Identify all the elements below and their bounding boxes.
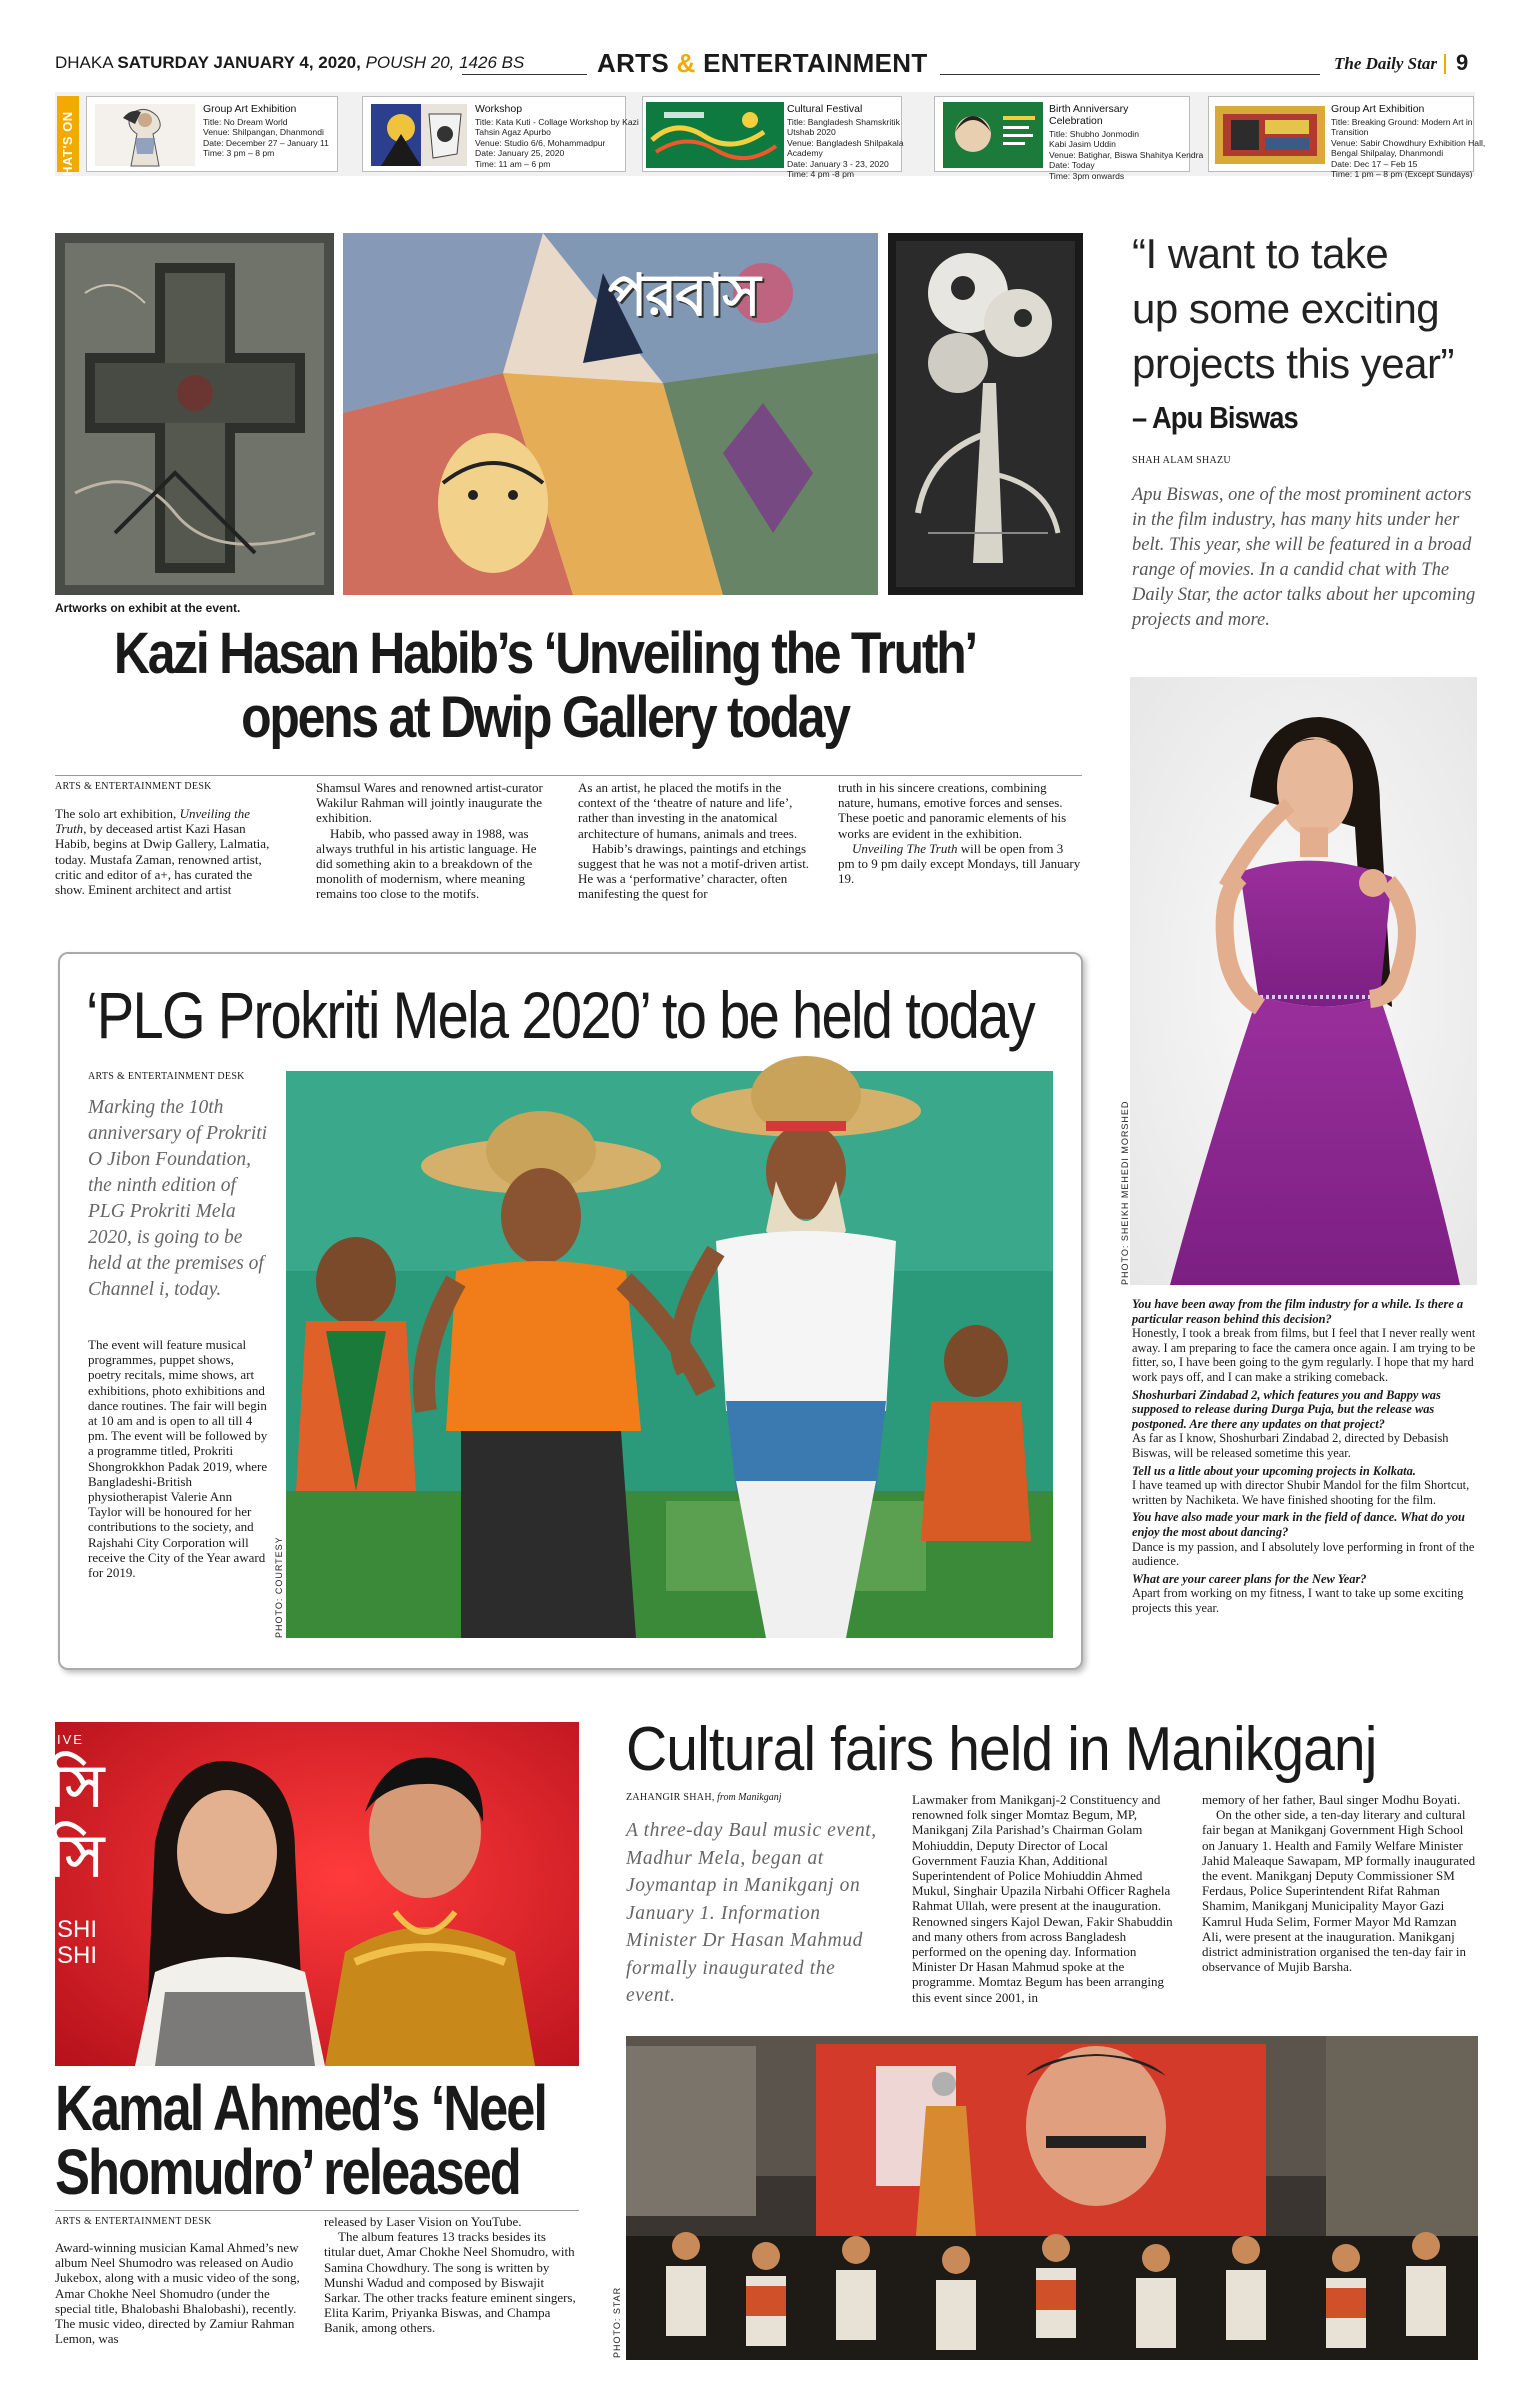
manikganj-intro: A three-day Baul music event, Madhur Mela, began at Joymantap in Manikganj on January 1. Information Minister Dr Hasan Mahmud formally inaugurated the event. (626, 1820, 877, 2006)
whats-on-line: Venue: Studio 6/6, Mohammadpur (475, 137, 606, 148)
apu-photo-credit: PHOTO: SHEIKH MEHEDI MORSHED (1120, 1100, 1130, 1285)
whats-on-label-text: WHAT'S ON (60, 111, 75, 189)
habib-headline (0, 622, 1090, 750)
habib-col-4-title: Unveiling The Truth (852, 840, 958, 856)
whats-on-line: Date: Today (1049, 160, 1095, 171)
artwork-cross (55, 233, 334, 595)
whats-on-label (57, 96, 79, 189)
section-title-ent: ENTERTAINMENT (703, 48, 928, 78)
apu-quote-line-1: “I want to take (1132, 230, 1389, 277)
dateline-bangla: POUSH 20, 1426 BS (365, 53, 525, 72)
artwork-caption: Artworks on exhibit at the event. (55, 601, 241, 615)
habib-desk-rule (55, 775, 1082, 776)
poster-live-text: IVE (57, 1732, 84, 1747)
whats-on-title: Group Art Exhibition (1331, 103, 1425, 115)
kamal-headline-line-1: Kamal Ahmed’s ‘Neel (55, 2072, 546, 2144)
habib-col-3 (578, 780, 818, 902)
habib-headline-line-2: opens at Dwip Gallery today (241, 685, 849, 750)
kamal-col-2-para-2: The album features 13 tracks besides its titular duet, Amar Chokhe Neel Shomudro, with Samina Chowdhury. The song is written by Munshi Wadud and composed by Biswajit Sarkar. The other tracks feature eminent singers, Elita Karim, Priyanka Biswas, and Champa Banik, among others. (324, 2229, 576, 2336)
section-title (597, 48, 928, 79)
manikganj-headline: Cultural fairs held in Manikganj (626, 1715, 1377, 1784)
apu-photo (1130, 677, 1477, 1285)
habib-headline-line-1: Kazi Hasan Habib’s ‘Unveiling the Truth’ (113, 621, 977, 686)
kamal-headline-line-2: Shomudro’ released (55, 2136, 520, 2208)
section-title-arts: ARTS (597, 48, 669, 78)
dateline (55, 53, 524, 73)
apu-quote (1132, 226, 1477, 391)
qa-answer-1: Honestly, I took a break from films, but I feel that I never really went away. I am preparing to face the camera once again. I am trying to be fitter, so, I have been going to the gym regularly. I hope that my hard work pays off, and I can make a striking comeback. (1132, 1326, 1476, 1384)
whats-on-line: Title: Bangladesh Shamskritik (787, 117, 900, 127)
dateline-city: DHAKA (55, 53, 113, 72)
plg-photo-credit: PHOTO: COURTESY (274, 1536, 284, 1638)
plg-headline: ‘PLG Prokriti Mela 2020’ to be held today (86, 978, 1034, 1052)
habib-col-1 (55, 806, 283, 897)
whats-on-item-5[interactable] (1208, 96, 1486, 180)
poster-name-1: SHI (57, 1916, 98, 1943)
habib-col-1-title: Unveiling the Truth (55, 806, 250, 837)
whats-on-line: Title: Breaking Ground: Modern Art in (1331, 117, 1473, 127)
habib-col-4 (838, 780, 1082, 886)
apu-qa (1132, 1297, 1480, 1615)
whats-on-line: Bengal Shilpalay, Dhanmondi (1331, 148, 1444, 159)
whats-on-line: Venue: Sabir Chowdhury Exhibition Hall, (1331, 137, 1486, 148)
whats-on-title: Group Art Exhibition (203, 103, 297, 115)
qa-answer-2: As far as I know, Shoshurbari Zindabad 2, directed by Debasish Biswas, will be released sometime this year. (1132, 1431, 1449, 1460)
habib-col-1-para (55, 806, 283, 897)
whats-on-line: Time: 11 am – 6 pm (475, 158, 551, 169)
plg-body-para: The event will feature musical programmes, puppet shows, poetry recitals, mime shows, art exhibitions, photo exhibitions and dance routines. The fair will begin at 10 am and is open to all till 4 pm. The event will be followed by a programme titled, Prokriti Shongrokkhon Padak 2019, where Bangladeshi-British physiotherapist Valerie Ann Taylor will be honoured for her contributions to the society, and Rajshahi City Corporation will receive the City of the Year award for 2019. (88, 1337, 268, 1581)
manikganj-byline-name: ZAHANGIR SHAH, (626, 1792, 715, 1803)
whats-on-line: Time: 3pm onwards (1049, 170, 1125, 181)
apu-attribution: – Apu Biswas (1132, 400, 1298, 435)
qa-question-5: What are your career plans for the New Year? (1132, 1571, 1367, 1586)
whats-on-line: Venue: Batighar, Biswa Shahitya Kendra (1049, 149, 1204, 160)
page-number: 9 (1456, 50, 1469, 75)
whats-on-title: Workshop (475, 103, 523, 115)
manikganj-photo-credit: PHOTO: STAR (612, 2286, 622, 2358)
manikganj-photo (626, 2036, 1478, 2360)
whats-on-line: Utshab 2020 (787, 127, 836, 138)
plg-body (88, 1337, 268, 1580)
whats-on-title: Cultural Festival (787, 103, 863, 115)
apu-quote-line-3: projects this year” (1132, 340, 1454, 387)
whats-on-line: Title: Shubho Jonmodin (1049, 129, 1139, 139)
whats-on-line: Title: Kata Kuti - Collage Workshop by Kazi (475, 117, 639, 127)
habib-col-3-para-1: As an artist, he placed the motifs in the context of the ‘theatre of nature and life’, rather than investing in the anatomical architecture of humans, animals and trees. (578, 780, 798, 841)
habib-col-4-text: will be open from 3 pm to 9 pm daily except Mondays, till January 19. (838, 840, 1081, 887)
whats-on-line: Title: No Dream World (203, 117, 288, 127)
whats-on-title-2: Celebration (1049, 115, 1103, 127)
whats-on-line: Date: January 3 - 23, 2020 (787, 158, 889, 169)
whats-on-line: Tahsin Agaz Apurbo (475, 127, 551, 138)
thumb-art-drawing (95, 104, 195, 166)
masthead: The Daily Star (1334, 54, 1437, 73)
qa-question-1: You have been away from the film industry for a while. Is there a particular reason behind this decision? (1132, 1297, 1464, 1326)
habib-col-4-para-2 (838, 841, 1082, 887)
dateline-date: SATURDAY JANUARY 4, 2020, (117, 53, 361, 72)
whats-on-line: Time: 1 pm – 8 pm (Except Sundays) (1331, 169, 1473, 180)
whats-on-line: Date: Dec 17 – Feb 15 (1331, 158, 1418, 169)
whats-on-line: Venue: Bangladesh Shilpakala (787, 137, 904, 148)
kamal-col-1-para: Award-winning musician Kamal Ahmed’s new album Neel Shumodro was released on Audio Jukebox, along with a music video of the song, Amar Chokhe Neel Shomudro (under the special title, Bhalobashi Bhalobashi), recently. The music video, directed by Zamiur Rahman Lemon, was (55, 2240, 300, 2347)
plg-photo (286, 1071, 1053, 1638)
artwork-bangla-text: পরবাস (608, 261, 759, 329)
page-divider (1444, 54, 1446, 74)
manikganj-byline (626, 1792, 782, 1803)
manikganj-col-3-para-1: memory of her father, Baul singer Modhu Boyati. (1202, 1792, 1461, 1807)
poster-bangla-1: সি (49, 1752, 104, 1820)
qa-question-4: You have also made your mark in the field of dance. What do you enjoy the most about dancing? (1132, 1510, 1465, 1539)
habib-col-1-text-a: The solo art exhibition, (55, 806, 180, 821)
qa-answer-3: I have teamed up with director Shubir Mandol for the film Shortcut, written by Nachiketa. We have finished shooting for the film. (1132, 1478, 1470, 1507)
apu-quote-line-2: up some exciting (1132, 285, 1440, 332)
kamal-poster (49, 1722, 579, 2066)
header-rule-right (940, 74, 1320, 75)
thumb-festival-poster (646, 102, 784, 168)
manikganj-col-2 (912, 1792, 1174, 2005)
artwork-watercolor (343, 233, 878, 595)
whats-on-line: Date: January 25, 2020 (475, 148, 565, 159)
whats-on-item-1[interactable] (86, 96, 338, 172)
poster-name-2: SHI (57, 1942, 98, 1969)
whats-on-line: Academy (787, 148, 823, 159)
poster-bangla-2: সি (49, 1822, 104, 1890)
habib-col-3-para-2: Habib’s drawings, paintings and etchings suggest that he was not a motif-driven artist. He was a ‘performative’ character, often manifesting the quest for (578, 840, 810, 902)
habib-col-2 (316, 780, 552, 902)
artwork-tree (888, 233, 1083, 595)
qa-answer-5: Apart from working on my fitness, I want to take up some exciting projects this year. (1132, 1586, 1464, 1615)
kamal-col-2-para-1: released by Laser Vision on YouTube. (324, 2214, 522, 2229)
whats-on-line: Date: December 27 – January 11 (203, 137, 329, 148)
habib-col-4-para-1: truth in his sincere creations, combining nature, humans, emotive forces and senses. These poetic and panoramic elements of his works are evident in the exhibition. (838, 780, 1067, 841)
plg-intro: Marking the 10th anniversary of Prokriti O Jibon Foundation, the ninth edition of PLG Prokriti Mela 2020, is going to be held at the premises of Channel i, today. (88, 1097, 268, 1300)
habib-col-1-text-b: , by deceased artist Kazi Hasan Habib, begins at Dwip Gallery, Lalmatia, today. Mustafa Zaman, renowned artist, critic and editor of a+, has curated the show. Eminent architect and artist (55, 821, 270, 898)
thumb-modern-art (1215, 106, 1325, 164)
whats-on-line: Kabi Jasim Uddin (1049, 139, 1116, 150)
kamal-headline (55, 2072, 546, 2208)
habib-col-2-para-2: Habib, who passed away in 1988, was always truthful in his artistic language. He did something akin to a breakdown of the monolith of modernism, where meaning remains too close to the motifs. (316, 825, 537, 902)
section-title-amp: & (676, 48, 696, 78)
kamal-desk: ARTS & ENTERTAINMENT DESK (55, 2216, 212, 2227)
whats-on-line: Venue: Shilpangan, Dhanmondi (203, 127, 324, 138)
apu-byline: SHAH ALAM SHAZU (1132, 455, 1231, 466)
apu-intro: Apu Biswas, one of the most prominent actors in the film industry, has many hits under her belt. This year, she will be featured in a broad range of movies. In a candid chat with The Daily Star, the actor talks about her upcoming projects and more. (1132, 485, 1476, 630)
manikganj-col-2-para: Lawmaker from Manikganj-2 Constituency and renowned folk singer Momtaz Begum, MP, Manikganj Zila Parishad’s Chairman Golam Mohiuddin, Deputy Director of Local Government Fauzia Khan, Additional Superintendent of Police Mohiuddin Ahmed Mukul, Singhair Upazila Nirbahi Officer Raghela Rahmat Ullah, were present at the inauguration. Renowned singers Kajol Dewan, Fakir Shabuddin and many others from across Bangladesh performed on the opening day. Information Minister Dr Hasan Mahmud spoke at the programme. Momtaz Begum has been arranging this event since 2001, in (912, 1792, 1173, 2005)
whats-on-title: Birth Anniversary (1049, 103, 1129, 115)
kamal-desk-rule (55, 2210, 579, 2211)
qa-question-3: Tell us a little about your upcoming projects in Kolkata. (1132, 1463, 1416, 1478)
manikganj-col-3-para-2: On the other side, a ten-day literary and cultural fair began at Manikganj Government High School on January 1. Health and Family Welfare Minister Jahid Maleaque Sawapam, MP formally inaugurated the event. Manikganj Deputy Commissioner SM Ferdaus, Police Superintendent Rifat Rahman Shamim, Manikganj Municipality Mayor Gazi Kamrul Huda Selim, Former Mayor Md Ramzan Ali, were present at the inauguration. Manikganj district administration organised the ten-day fair in observance of Mujib Barsha. (1202, 1807, 1476, 1975)
manikganj-byline-from: from Manikganj (717, 1792, 782, 1803)
habib-col-2-para-1: Shamsul Wares and renowned artist-curator Wakilur Rahman will jointly inaugurate the exhibition. (316, 780, 543, 826)
header-rule-left (462, 74, 587, 75)
qa-question-2: Shoshurbari Zindabad 2, which features you and Bappy was supposed to release during Durga Puja, but the release was postponed. Are there any updates on that project? (1132, 1387, 1441, 1431)
whats-on-line: Time: 3 pm – 8 pm (203, 148, 275, 159)
whats-on-item-3[interactable] (642, 96, 904, 180)
manikganj-col-3 (1202, 1792, 1478, 1974)
plg-desk: ARTS & ENTERTAINMENT DESK (88, 1071, 245, 1082)
whats-on-item-2[interactable] (362, 96, 639, 172)
qa-answer-4: Dance is my passion, and I absolutely love performing in front of the audience. (1132, 1539, 1475, 1569)
kamal-col-2 (324, 2214, 579, 2336)
thumb-collage (371, 104, 467, 166)
whats-on-item-4[interactable] (934, 96, 1204, 181)
kamal-col-1 (55, 2240, 307, 2346)
whats-on-line: Time: 4 pm -8 pm (787, 169, 855, 180)
whats-on-line: Transition (1331, 127, 1369, 138)
thumb-birth-anniversary (943, 102, 1043, 168)
habib-desk: ARTS & ENTERTAINMENT DESK (55, 781, 212, 792)
